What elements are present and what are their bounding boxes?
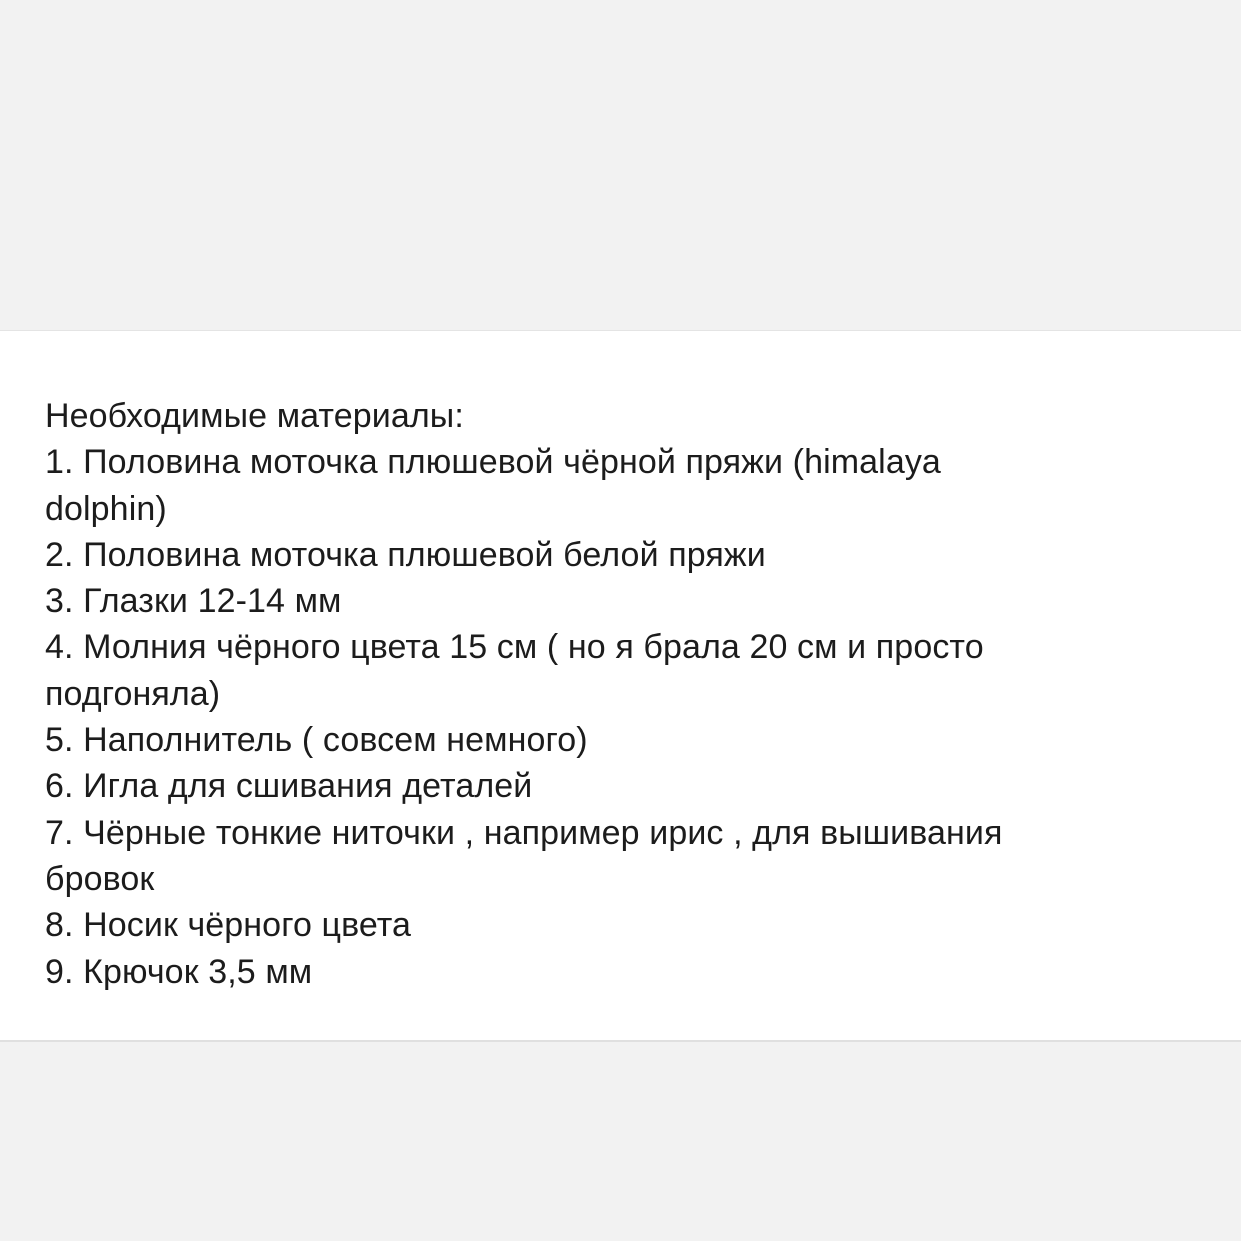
text-card [0,330,1241,1042]
list-item: подгоняла) [45,674,221,713]
list-item: 9. Крючок 3,5 мм [45,952,313,991]
list-item: 1. Половина моточка плюшевой чёрной пряжи (himalaya [45,443,941,482]
list-item: 2. Половина моточка плюшевой белой пряжи [45,535,766,574]
list-item: бровок [45,859,155,898]
list-item: 6. Игла для сшивания деталей [45,767,533,806]
list-item: 5. Наполнитель ( совсем немного) [45,721,588,760]
list-item: 4. Молния чёрного цвета 15 см ( но я брала 20 см и просто [45,628,984,667]
materials-list [45,393,1205,995]
materials-heading: Необходимые материалы: [45,397,464,435]
list-item: dolphin) [45,489,167,528]
list-item: 3. Глазки 12-14 мм [45,582,342,621]
list-item: 7. Чёрные тонкие ниточки , например ирис , для вышивания [45,813,1003,852]
list-item: 8. Носик чёрного цвета [45,906,412,945]
